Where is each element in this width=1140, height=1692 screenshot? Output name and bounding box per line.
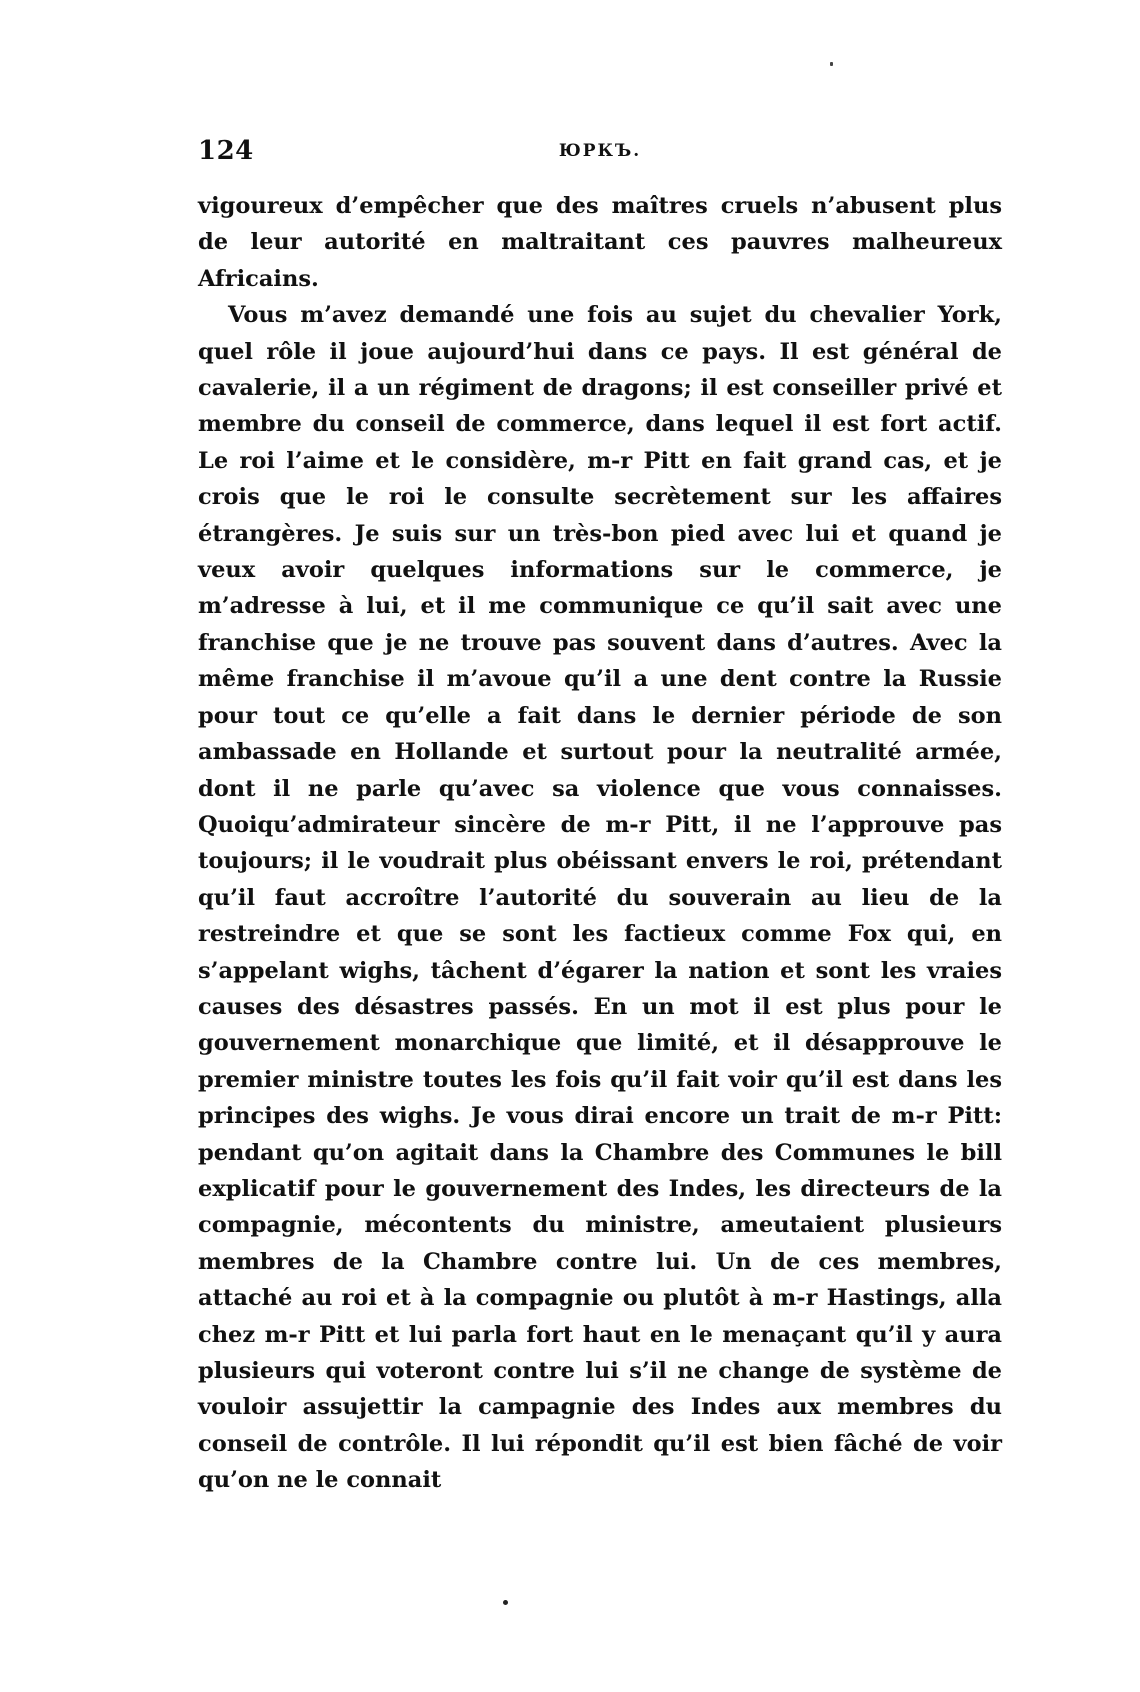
paragraph-york: Vous m’avez demandé une fois au sujet du chevalier York, quel rôle il joue aujourd’hui dans ce pays. Il est général de cavalerie, il a un régiment de dragons; il est conseiller privé et membre du conseil de commerce, dans lequel il est fort actif. Le roi l’aime et le considère, m-r Pitt en fait grand cas, et je crois que le roi le consulte secrètement sur les affaires étrangères. Je suis sur un très-bon pied avec lui et quand je veux avoir quelques informations sur le commerce, je m’adresse à lui, et il me communique ce qu’il sait avec une franchise que je ne trouve pas souvent dans d’autres. Avec la même franchise il m’avoue qu’il a une dent contre la Russie pour tout ce qu’elle a fait dans le dernier période de son ambassade en Hollande et surtout pour la neutralité armée, dont il ne parle qu’avec sa violence que vous connaisses. Quoiqu’admirateur sincère de m-r Pitt, il ne l’approuve pas toujours; il le voudrait plus obéissant envers le roi, prétendant qu’il faut accroître l’autorité du souverain au lieu de la restreindre et que se sont les factieux comme Fox qui, en s’appelant wighs, tâchent d’égarer la nation et sont les vraies causes des désastres passés. En un mot il est plus pour le gouvernement monarchique que limité, et il désapprouve le premier ministre toutes les fois qu’il fait voir qu’il est dans les principes des wighs. Je vous dirai encore un trait de m-r Pitt: pendant qu’on agitait dans la Chambre des Communes le bill explicatif pour le gouvernement des Indes, les directeurs de la compagnie, mécontents du ministre, ameutaient plusieurs membres de la Chambre contre lui. Un de ces membres, attaché au roi et à la compagnie ou plutôt à m-r Hastings, alla chez m-r Pitt et lui parla fort haut en le menaçant qu’il y aura plusieurs qui voteront contre lui s’il ne change de système de vouloir assujettir la campagnie des Indes aux membres du conseil de contrôle. Il lui répondit qu’il est bien fâché de voir qu’on ne le connait <box>198 302 1002 1494</box>
running-title: ЮРКЪ. <box>558 141 642 161</box>
body-text <box>198 188 1002 1499</box>
page-number: 124 <box>198 136 254 166</box>
running-head <box>198 136 1002 170</box>
print-speck <box>830 62 833 66</box>
print-speck <box>503 1600 508 1605</box>
paragraph-continuation: vigoureux d’empêcher que des maîtres cruels n’abusent plus de leur autorité en maltraitant ces pauvres malheureux Africains. <box>198 193 1002 292</box>
